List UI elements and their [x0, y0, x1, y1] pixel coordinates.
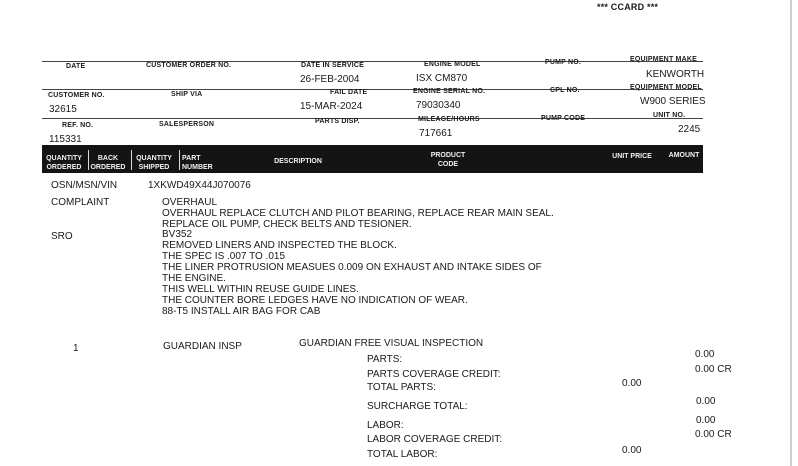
total-labor-amount: 0.00 [622, 445, 642, 456]
parts-coverage-label: PARTS COVERAGE CREDIT: [367, 369, 501, 380]
parts-amount: 0.00 [695, 349, 715, 360]
mileage-value: 717661 [419, 128, 453, 139]
cpl-no-label: CPL NO. [550, 87, 580, 94]
ref-no-label: REF. NO. [62, 122, 94, 129]
unit-no-value: 2245 [678, 124, 701, 135]
header-divider [88, 150, 89, 170]
surcharge-amount: 0.00 [696, 396, 716, 407]
labor-coverage-amount: 0.00 CR [695, 429, 732, 440]
product-code-header: PRODUCT CODE [430, 152, 466, 168]
amount-header: AMOUNT [668, 152, 700, 159]
item-part-number: GUARDIAN INSP [163, 341, 242, 352]
sro-line: THE COUNTER BORE LEDGES HAVE NO INDICATION OF WEAR. [162, 295, 468, 306]
header-rule-2 [42, 89, 703, 90]
fail-date-value: 15-MAR-2024 [300, 101, 363, 112]
complaint-text [162, 197, 554, 230]
labor-coverage-label: LABOR COVERAGE CREDIT: [367, 434, 503, 445]
header-divider [131, 150, 132, 170]
equipment-make-label: EQUIPMENT MAKE [630, 56, 697, 63]
complaint-label: COMPLAINT [51, 197, 110, 208]
sro-line: REMOVED LINERS AND INSPECTED THE BLOCK. [162, 240, 397, 251]
engine-model-label: ENGINE MODEL [424, 61, 481, 68]
line-items-header-bar [42, 145, 703, 173]
item-description: GUARDIAN FREE VISUAL INSPECTION [299, 338, 484, 349]
qty-shipped-header: QUANTITY SHIPPED [136, 155, 172, 171]
sro-line: 88-T5 INSTALL AIR BAG FOR CAB [162, 306, 321, 317]
mileage-label: MILEAGE/HOURS [418, 116, 480, 123]
sro-text [162, 229, 542, 317]
ref-no-value: 115331 [49, 134, 82, 145]
salesperson-label: SALESPERSON [159, 121, 215, 128]
labor-label: LABOR: [367, 420, 404, 431]
sro-label: SRO [51, 231, 73, 242]
equipment-model-label: EQUIPMENT MODEL [630, 84, 702, 91]
engine-model-value: ISX CM870 [416, 73, 468, 84]
unit-price-header: UNIT PRICE [612, 153, 652, 160]
item-qty: 1 [73, 343, 79, 354]
customer-no-value: 32615 [49, 104, 77, 115]
complaint-line: OVERHAUL [162, 197, 218, 208]
customer-no-label: CUSTOMER NO. [48, 92, 105, 99]
pump-code-label: PUMP CODE [541, 115, 586, 122]
equipment-model-value: W900 SERIES [640, 96, 706, 107]
description-header: DESCRIPTION [274, 158, 322, 165]
scan-edge [790, 0, 792, 466]
engine-serial-label: ENGINE SERIAL NO. [413, 88, 486, 95]
vin-label: OSN/MSN/VIN [51, 180, 118, 191]
labor-amount: 0.00 [696, 415, 716, 426]
qty-ordered-header: QUANTITY ORDERED [46, 155, 82, 171]
parts-label: PARTS: [367, 354, 403, 365]
parts-disp-label: PARTS DISP. [315, 118, 360, 125]
back-ordered-header: BACK ORDERED [90, 155, 126, 171]
date-label: DATE [66, 63, 86, 70]
total-labor-label: TOTAL LABOR: [367, 449, 438, 460]
date-in-service-label: DATE IN SERVICE [301, 62, 365, 69]
complaint-line: REPLACE OIL PUMP, CHECK BELTS AND TESIONER. [162, 219, 412, 230]
sro-line: BV352 [162, 229, 193, 240]
total-parts-amount: 0.00 [622, 378, 642, 389]
ccard-marker: *** CCARD *** [597, 2, 659, 12]
sro-line: THE SPEC IS .007 TO .015 [162, 251, 286, 262]
total-parts-label: TOTAL PARTS: [367, 382, 436, 393]
unit-no-label: UNIT NO. [653, 112, 686, 119]
vin-value: 1XKWD49X44J070076 [148, 180, 251, 191]
sro-line: THIS WELL WITHIN REUSE GUIDE LINES. [162, 284, 359, 295]
complaint-line: OVERHAUL REPLACE CLUTCH AND PILOT BEARING, REPLACE REAR MAIN SEAL. [162, 208, 554, 219]
pump-no-label: PUMP NO. [545, 59, 582, 66]
sro-line: THE LINER PROTRUSION MEASUES 0.009 ON EXHAUST AND INTAKE SIDES OF [162, 262, 542, 273]
customer-order-label: CUSTOMER ORDER NO. [146, 62, 232, 69]
fail-date-label: FAIL DATE [330, 89, 368, 96]
parts-coverage-amount: 0.00 CR [695, 364, 732, 375]
sro-line: THE ENGINE. [162, 273, 226, 284]
ship-via-label: SHIP VIA [171, 91, 203, 98]
header-rule-3 [42, 118, 703, 119]
date-in-service-value: 26-FEB-2004 [300, 74, 360, 85]
part-number-header: PART NUMBER [182, 155, 213, 171]
header-rule-1 [42, 61, 703, 62]
surcharge-label: SURCHARGE TOTAL: [367, 401, 468, 412]
engine-serial-value: 79030340 [416, 100, 461, 111]
header-divider [179, 150, 180, 170]
equipment-make-value: KENWORTH [646, 69, 705, 80]
